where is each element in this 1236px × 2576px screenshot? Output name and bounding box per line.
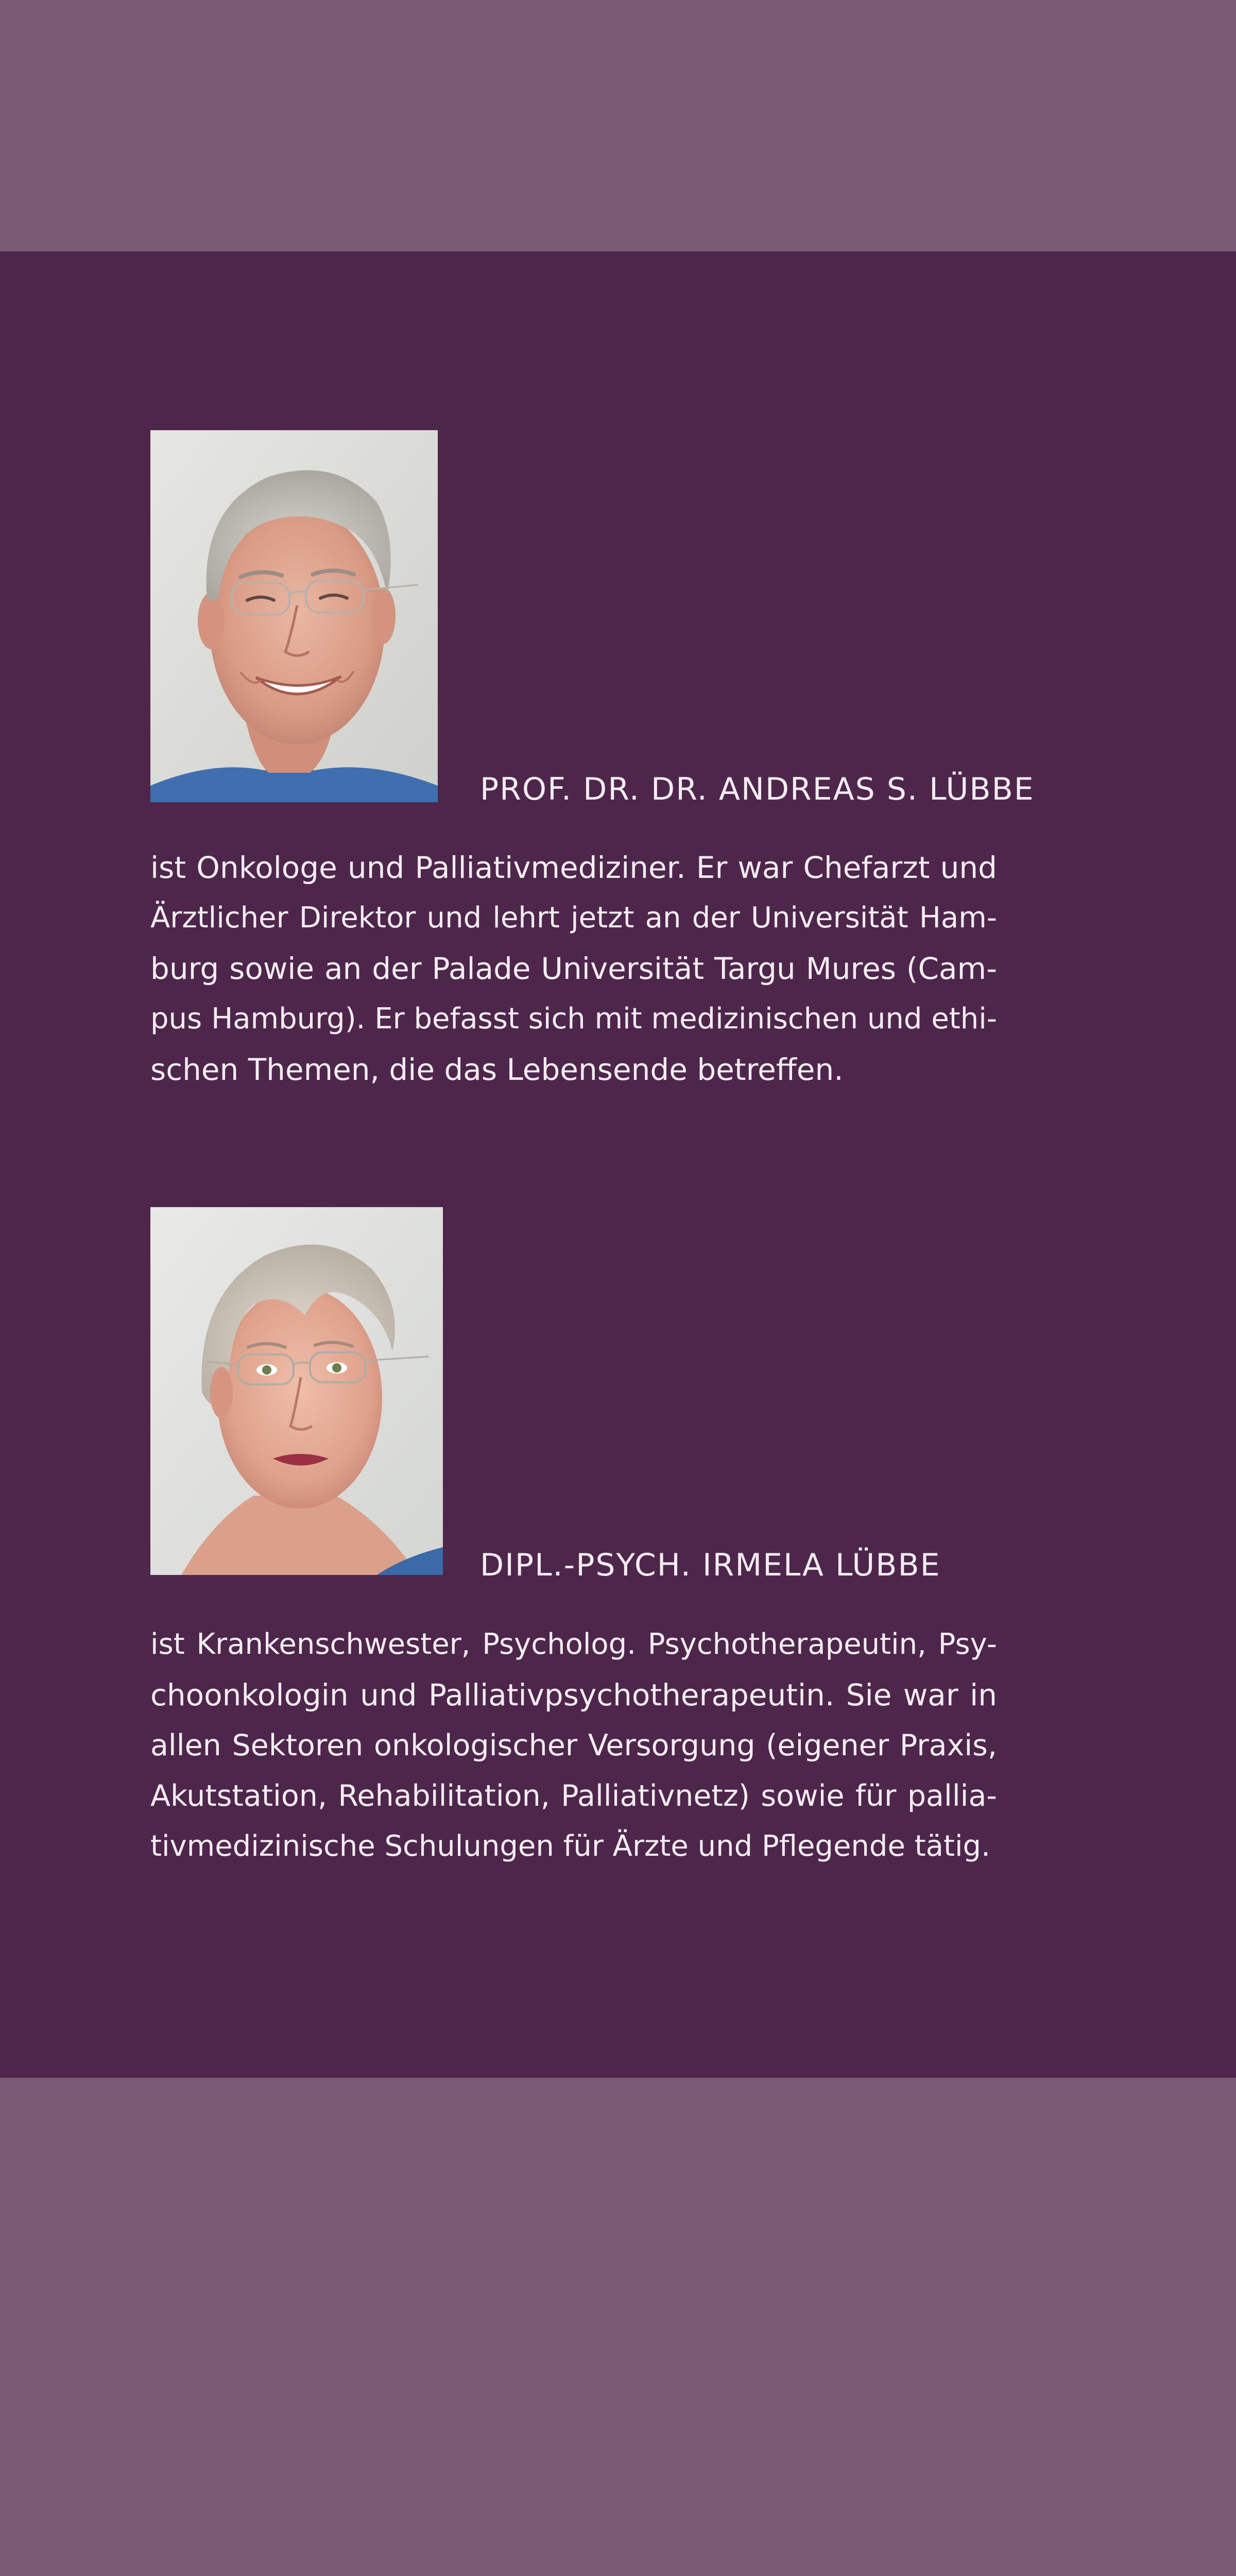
portrait-woman-image: [150, 1207, 443, 1575]
author-photo-irmela: [150, 1207, 443, 1575]
bio-line: allen Sektoren onkologischer Versorgung (eigener Praxis,: [150, 1728, 997, 1762]
bottom-band: [0, 2078, 1236, 2576]
author-name-andreas: PROF. DR. DR. ANDREAS S. LÜBBE: [480, 771, 1035, 807]
bio-line: schen Themen, die das Lebensende betreffen.: [150, 1052, 844, 1087]
top-band: [0, 0, 1236, 251]
portrait-man-image: [150, 430, 438, 802]
bio-line: pus Hamburg). Er befasst sich mit medizinischen und ethi-: [150, 1002, 997, 1036]
bio-line: Ärztlicher Direktor und lehrt jetzt an der Universität Ham-: [150, 901, 997, 935]
author-name-irmela: DIPL.-PSYCH. IRMELA LÜBBE: [480, 1547, 941, 1583]
bio-line: ist Onkologe und Palliativmediziner. Er war Chefarzt und: [150, 850, 997, 885]
author-bio-andreas: [150, 842, 997, 1095]
bio-line: Akutstation, Rehabilitation, Palliativnetz) sowie für pallia-: [150, 1779, 997, 1813]
author-photo-andreas: [150, 430, 438, 802]
author-bio-irmela: [150, 1619, 997, 1872]
bio-line: tivmedizinische Schulungen für Ärzte und Pflegende tätig.: [150, 1829, 990, 1863]
bio-line: burg sowie an der Palade Universität Targu Mures (Cam-: [150, 951, 997, 986]
bio-line: choonkologin und Palliativpsychotherapeutin. Sie war in: [150, 1677, 997, 1713]
bio-line: ist Krankenschwester, Psycholog. Psychotherapeutin, Psy-: [150, 1628, 997, 1661]
